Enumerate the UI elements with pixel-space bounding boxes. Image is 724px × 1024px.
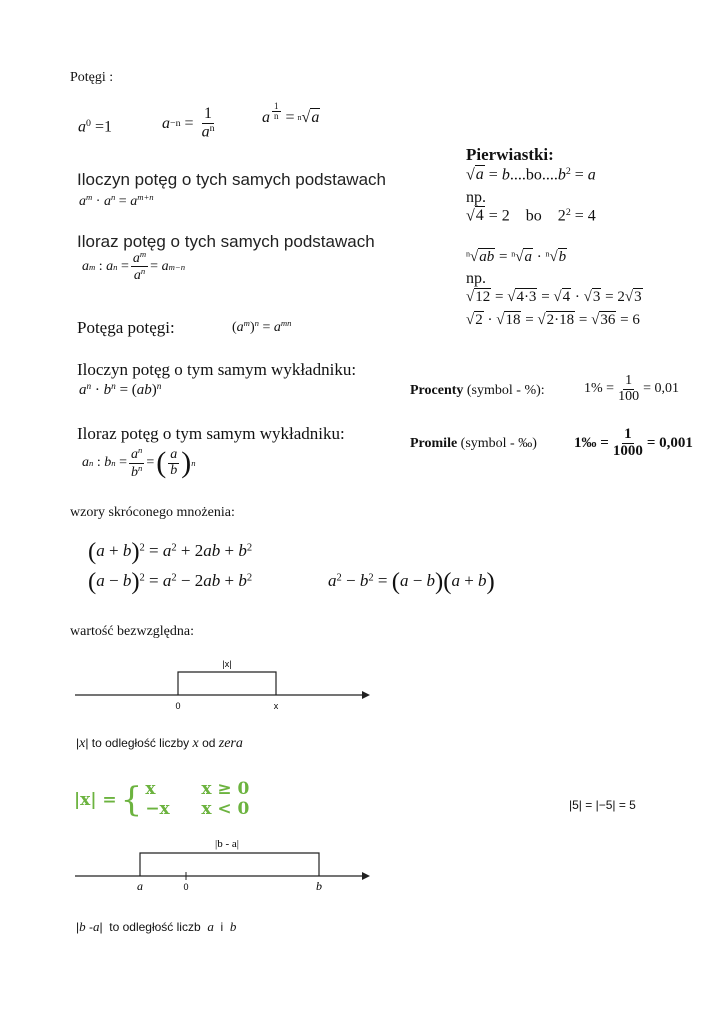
square-of-difference-formula: $(a - b)^2 = a^2 - 2ab + b^2$ [88, 568, 253, 595]
diagram1-top-label: |x| [222, 659, 232, 669]
distance-bracket [178, 672, 276, 695]
diagram1-x-label: x [273, 701, 279, 711]
diagram1-zero-label: 0 [175, 701, 181, 711]
caption-distance-from-zero: |x| to odległość liczby x od zera [76, 736, 243, 751]
same-exponent-quotient-title: Iloraz potęg o tym samym wykładniku: [77, 424, 345, 443]
same-exponent-product-title: Iloczyn potęg o tym samym wykładniku: [77, 360, 357, 379]
root-definition-formula: $√a = b....bo....b^2 = a$ [466, 166, 596, 184]
permille-formula: 1‰ = $\frac{1}{1000}$ = 0,001 [574, 426, 693, 459]
difference-of-squares-formula: $a^2 - b^2 = (a - b)(a + b)$ [328, 568, 495, 595]
same-exponent-product-formula: $a^n \cdot b^n = (ab)^n$ [79, 382, 162, 399]
diagram2-zero-label: 0 [183, 882, 189, 892]
percent-formula: 1% = $\frac{1}{100}$ = 0,01 [584, 373, 679, 404]
roots-example-3: √2 · √18 = √2·18 = √36 = 6 [466, 312, 640, 328]
same-exponent-quotient-formula: a n : b n = $\frac{a^n}{b^n}$ = ( $\frac{a}{b}$ ) n [82, 445, 196, 480]
distance-bracket [140, 853, 319, 876]
roots-example-label-2: np. [466, 270, 486, 287]
section-label-absolute-value: wartość bezwzględna: [70, 624, 194, 639]
section-label-short-multiplication: wzory skróconego mnożenia: [70, 505, 235, 520]
roots-example-1: √4 = 2 bo $2^2 = 4$ [466, 207, 596, 225]
absolute-value-definition: |x| = { x x ≥ 0 −x x < 0 [74, 779, 250, 820]
roots-example-label-1: np. [466, 189, 486, 206]
distance-from-zero-diagram [70, 655, 380, 715]
roots-example-2: √12 = √4·3 = √4 · √3 = 2√3 [466, 289, 642, 305]
power-of-power-title: Potęga potęgi: [77, 318, 175, 337]
power-of-power-formula: $(a^m)^n = a^{mn}$ [232, 318, 292, 335]
square-of-sum-formula: $(a + b)^2 = a^2 + 2ab + b^2$ [88, 538, 253, 565]
product-same-base-title: Iloczyn potęg o tych samych podstawach [77, 170, 386, 189]
diagram2-a-label: a [137, 879, 143, 893]
section-label-powers: Potęgi : [70, 70, 114, 85]
caption-distance-between-numbers: |b -a| to odległość liczb a i b [76, 919, 237, 934]
diagram2-top-label: |b - a| [215, 838, 239, 850]
permille-label: Promile (symbol - ‰) [410, 436, 537, 451]
product-same-base-formula: $a^m \cdot a^n = a^{m+n}$ [79, 192, 154, 209]
roots-title: Pierwiastki: [466, 145, 554, 164]
diagram2-b-label: b [316, 879, 322, 893]
quotient-same-base-title: Iloraz potęg o tych samych podstawach [77, 232, 375, 251]
absolute-value-example: |5| = |−5| = 5 [569, 798, 636, 812]
zero-power-formula: $a^0 =1$ [78, 118, 112, 136]
percent-label: Procenty (symbol - %): [410, 383, 545, 398]
arrow-head [362, 691, 370, 699]
distance-between-numbers-diagram [70, 832, 380, 896]
root-product-formula: $^n$√ab = $^n$√a · $^n$√b [466, 249, 567, 265]
arrow-head [362, 872, 370, 880]
quotient-same-base-formula: a m : a n = $\frac{a^m}{a^n}$ = a m−n [82, 249, 186, 284]
negative-power-formula: a −n = $\frac{1}{a^n}$ [162, 105, 215, 141]
fractional-power-formula: a $\frac{1}{n}$ = n √ a [262, 100, 320, 126]
